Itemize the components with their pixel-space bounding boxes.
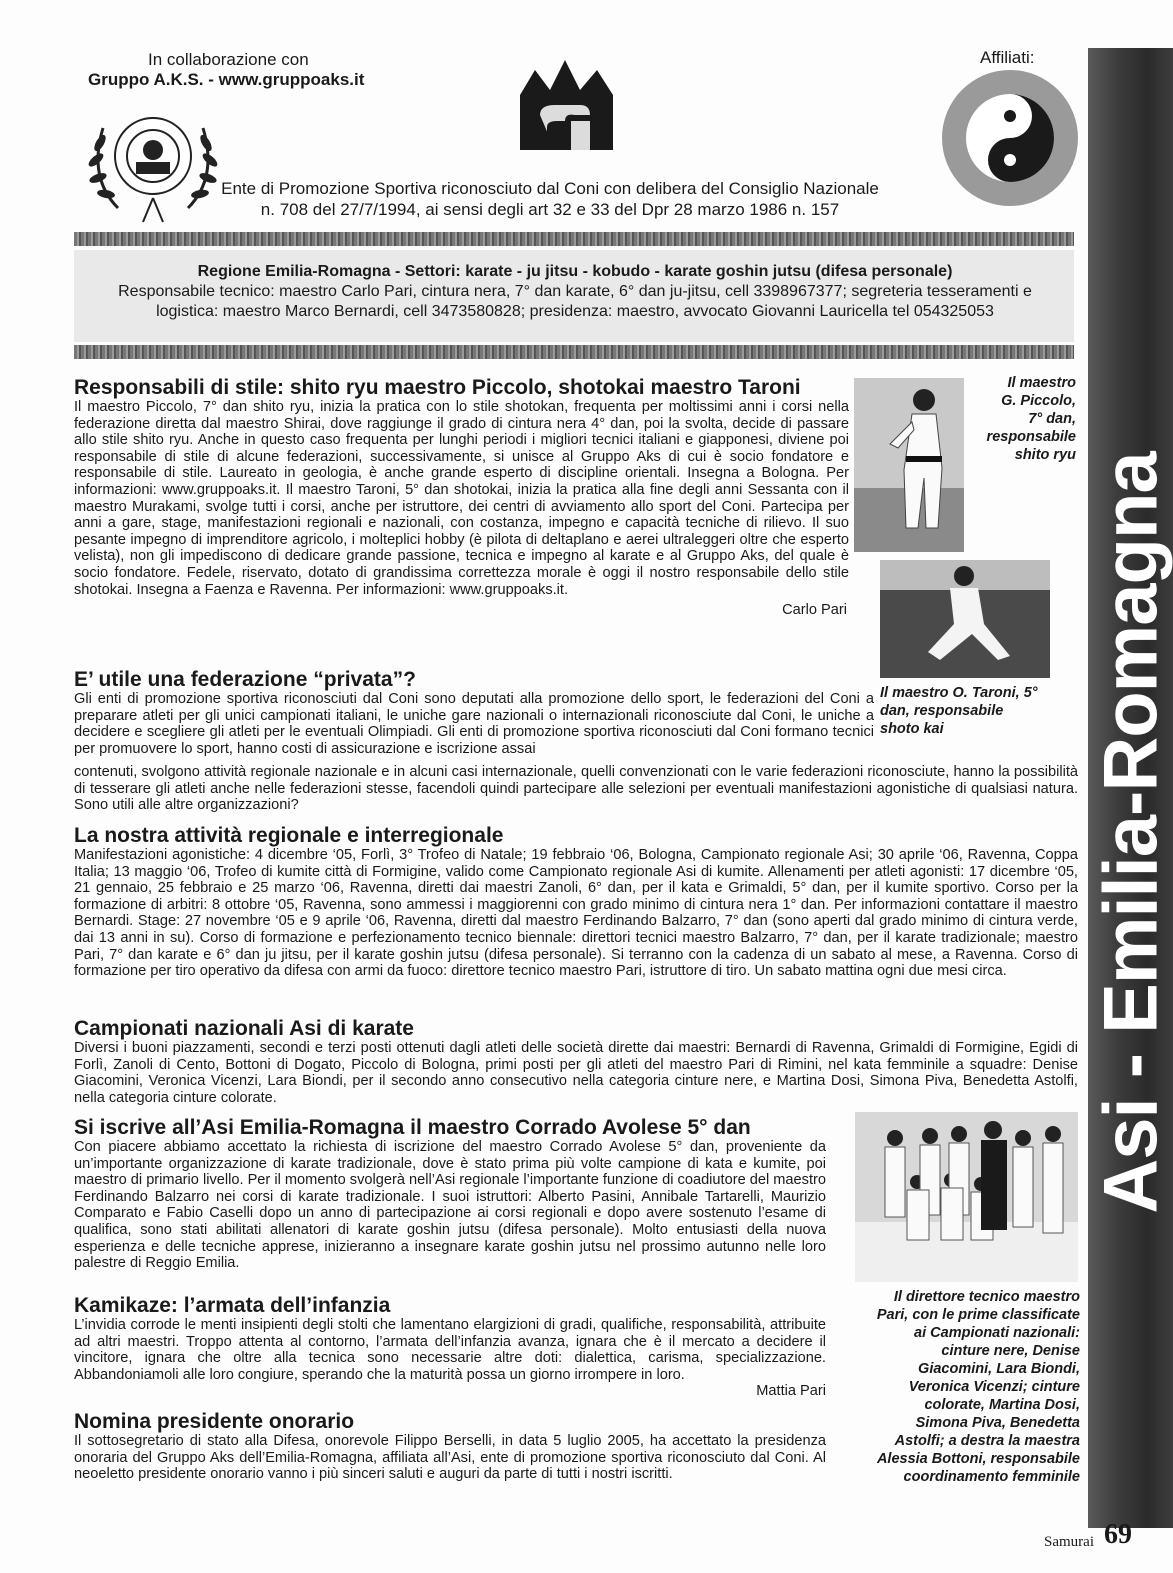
ente-line-2: n. 708 del 27/7/1994, ai sensi degli art 32 e 33 del Dpr 28 marzo 1986 n. 157 — [260, 200, 840, 219]
federation-logo — [940, 68, 1080, 208]
article-body: Il sottosegretario di stato alla Difesa, onorevole Filippo Berselli, in data 5 luglio 2005, ha accettato la presidenza onoraria del Gruppo Aks dell’Emilia-Romagna, affiliata all’Asi, ente di promozione sportiva riconosciuto dal Coni. Al neoeletto presidente onorario vanno i più sinceri saluti e auguri da parte di tutti i nostri iscritti. — [74, 1433, 826, 1483]
caption-line: ai Campionati nazionali: — [914, 1325, 1080, 1341]
asi-logo — [505, 55, 625, 165]
ente-line-1: Ente di Promozione Sportiva riconosciuto dal Coni con delibera del Consiglio Nazionale — [221, 179, 879, 198]
article-body: Con piacere abbiamo accettato la richiesta di iscrizione del maestro Corrado Avolese 5° dan, proveniente da un’importante organizzazione di karate tradizionale, dove è stato prima più volte campione di kata e kumite, poi maestro di primario livello. Per il momento svolgerà nell’Asi regionale l’importante funzione di coadiutore del maestro Ferdinando Balzarro nei corsi di karate tradizionale. I suoi istruttori: Alberto Pasini, Annibale Tartarelli, Maurizio Comparato e Fabio Caselli dopo un anno di partecipazione ai corsi regionali e dopo avere sostenuto l’esame di qualifica, sono stati abilitati allenatori di karate goshin jutsu (difesa personale). Molto entusiasti della nuova esperienza e delle tecniche apprese, inizieranno a insegnare karate goshin jutsu nel prossimo autunno nelle loro palestre di Reggio Emilia. — [74, 1139, 826, 1272]
caption-line: Il direttore tecnico maestro — [893, 1289, 1080, 1305]
caption-line: colorate, Martina Dosi, — [924, 1397, 1080, 1413]
article-heading: E’ utile una federazione “privata”? — [74, 668, 416, 691]
sidebar-title: Asi - Emilia-Romagna — [1088, 452, 1173, 1214]
region-line-2: Responsabile tecnico: maestro Carlo Pari, cintura nera, 7° dan karate, 6° dan ju-jitsu, cell 3398967377; segreteria tesseramenti e — [118, 283, 1032, 300]
article-body: Manifestazioni agonistiche: 4 dicembre ‘05, Forlì, 3° Trofeo di Natale; 19 febbraio ‘06, Bologna, Campionato regionale Asi; 30 aprile ‘06, Ravenna, Coppa Italia; 13 maggio ‘06, Trofeo di kumite città di Formigine, valido come Campionato regionale Asi di kumite. Allenamenti per atleti agonisti: 17 dicembre ‘05, 21 gennaio, 25 febbraio e 25 marzo ‘06, Ravenna, diretti dai maestri Zanoli, 6° dan, per il kata e Grimaldi, 5° dan, per il kumite sportivo. Corso per la formazione di arbitri: 8 ottobre ‘05, Ravenna, sono ammessi i maggiorenni con grado minimo di cintura nera 1° dan. Per informazioni contattare il maestro Bernardi. Stage: 27 novembre ‘05 e 9 aprile ‘06, Ravenna, diretti dal maestro Ferdinando Balzarro, 7° dan (sono aperti dal grado minimo di cintura verde, dai 13 anni in su). Corso di formazione e perfezionamento tecnico biennale: direttori tecnici maestro Balzarro, 7° dan, per il karate tradizionale; maestro Pari, 7° dan karate e 6° dan ju jitsu, per il karate goshin jutsu (difesa personale). Si terranno con la cadenza di un sabato al mese, a Ravenna. Corso di formazione per tiro operativo da difesa con armi da fuoco: direttore tecnico maestro Pari, istruttore di tiro. Un sabato mattina ogni due mesi circa. — [74, 847, 1078, 980]
caption-line: G. Piccolo, — [1001, 393, 1076, 409]
caption-taroni — [880, 684, 1060, 738]
region-info — [90, 262, 1060, 322]
article-private-federation — [74, 668, 874, 757]
photo-piccolo — [854, 378, 964, 552]
article-body: Diversi i buoni piazzamenti, secondi e terzi posti ottenuti dagli atleti delle società dirette dai maestri: Bernardi di Ravenna, Grimaldi di Formigine, Egidi di Forlì, Zanoli di Cento, Bottoni di Dogato, Piccolo di Bologna, primi posti per gli atleti del maestro Pari di Rimini, nel kata femminile a squadre: Denise Giacomini, Veronica Vicenzi, Lara Biondi, per il secondo anno consecutivo nella categoria cinture nere, e Martina Dosi, Simona Piva, Benedetta Astolfi, nella categoria cinture colorate. — [74, 1040, 1078, 1106]
photo-team — [855, 1112, 1078, 1282]
article-body: L’invidia corrode le menti insipienti degli stolti che lamentano elargizioni di gradi, qualifiche, responsabilità, attribuite ad altri maestri. Troppo attenta al contorno, l’armata dell’infanzia avanza, ignara che è il mercato a decidere il vincitore, ignara che oltre alla tecnica sono necessarie altre doti: dialettica, carisma, specializzazione. Abbandoniamoli alle loro congiure, sperando che la maturità possa un giorno irrompere in loro. — [74, 1317, 826, 1383]
bottom-divider-bar — [74, 345, 1074, 359]
region-title: Regione Emilia-Romagna - Settori: karate - ju jitsu - kobudo - karate goshin jutsu (difesa personale) — [197, 263, 953, 280]
caption-team — [852, 1288, 1080, 1486]
article-body: Il maestro Piccolo, 7° dan shito ryu, inizia la pratica con lo stile shotokan, frequenta per moltissimi anni i corsi nella federazione diretta dal maestro Shirai, dove raggiunge il grado di cintura nera 4° dan, poi la svolta, decide di passare allo stile shito ryu. Anche in questo caso frequenta per lunghi periodi i migliori tecnici italiani e giapponesi, diviene poi responsabile di stile di alcune federazioni, successivamente, si unisce al Gruppo Aks di cui è socio fondatore e responsabile di stile. Laureato in geologia, è anche grande esperto di discipline orientali. Insegna a Bologna. Per informazioni: www.gruppoaks.it. Il maestro Taroni, 5° dan shotokai, inizia la pratica alla fine degli anni Sessanta con il maestro Murakami, svolge tutti i corsi, anche per istruttore, dei centri di avviamento allo sport del Coni. Partecipa per anni a gare, stage, manifestazioni regionali e nazionali, con costanza, impegno e capacità tecniche di rilievo. Il suo pesante impegno di imprenditore agricolo, i molteplici hobby (è pilota di deltaplano e aerei ultraleggeri oltre che esperto velista), non gli impediscono di dedicare grande passione, tecnica e impegno al karate e al Gruppo Aks, del quale è socio fondatore. Fedele, riservato, dotato di grandissima correttezza morale è oggi il nostro responsabile dello stile shotokai. Insegna a Faenza e Ravenna. Per informazioni: www.gruppoaks.it. — [74, 399, 849, 598]
collaboration-note — [88, 50, 365, 90]
article-regional-activity — [74, 824, 1078, 980]
article-signature: Mattia Pari — [756, 1383, 826, 1400]
article-kamikaze — [74, 1294, 826, 1400]
caption-line: cinture nere, Denise — [941, 1343, 1080, 1359]
caption-line: Giacomini, Lara Biondi, — [918, 1361, 1080, 1377]
collab-line-1: In collaborazione con — [148, 50, 309, 69]
caption-line: Veronica Vicenzi; cinture — [908, 1379, 1080, 1395]
collab-line-2: Gruppo A.K.S. - www.gruppoaks.it — [88, 70, 365, 89]
caption-line: Pari, con le prime classificate — [876, 1307, 1080, 1323]
article-heading: La nostra attività regionale e interregionale — [74, 824, 504, 847]
top-divider-bar — [74, 232, 1074, 246]
article-signature: Carlo Pari — [782, 602, 847, 619]
magazine-name: Samurai — [1044, 1534, 1094, 1550]
caption-line: Simona Piva, Benedetta — [915, 1415, 1080, 1431]
article-heading: Si iscrive all’Asi Emilia-Romagna il maestro Corrado Avolese 5° dan — [74, 1116, 751, 1139]
article-heading: Campionati nazionali Asi di karate — [74, 1017, 414, 1040]
caption-line: 7° dan, — [1028, 411, 1076, 427]
caption-piccolo — [968, 374, 1076, 464]
caption-line: Alessia Bottoni, responsabile — [876, 1451, 1080, 1467]
affiliati-label: Affiliati: — [980, 48, 1035, 67]
caption-line: Il maestro — [1007, 375, 1076, 391]
caption-line: responsabile — [986, 429, 1076, 445]
caption-line: Il maestro O. Taroni, 5° — [880, 685, 1038, 701]
caption-line: dan, responsabile — [880, 703, 1004, 719]
sidebar-band — [1088, 48, 1173, 1528]
article-avolese — [74, 1116, 826, 1272]
article-body: Gli enti di promozione sportiva riconosciuti dal Coni sono deputati alla promozione dello sport, le federazioni del Coni a preparare atleti per gli unici campionati italiani, le uniche gare nazionali o internazionali riconosciute dal Coni, le uniche a decidere e scegliere gli atleti per le eventuali Olimpiadi. Gli enti di promozione sportiva riconosciuti dal Coni formano tecnici per promuovere lo sport, hanno costi di assicurazione e iscrizione assai — [74, 691, 874, 757]
article-body-continued: contenuti, svolgono attività regionale nazionale e in alcuni casi internazionale, quelli convenzionati con le varie federazioni riconosciute, hanno la possibilità di tesserare gli atleti anche nelle federazioni stesse, facendoli quindi partecipare alle selezioni per eventuali manifestazioni agonistiche di qualsiasi natura. Sono utili alle altre organizzazioni? — [74, 764, 1078, 814]
caption-line: Astolfi; a destra la maestra — [894, 1433, 1080, 1449]
article-style-leaders — [74, 376, 849, 618]
ente-description — [200, 178, 900, 220]
caption-line: shito ryu — [1014, 447, 1076, 463]
caption-line: shoto kai — [880, 721, 944, 737]
article-national-championships — [74, 1017, 1078, 1106]
photo-taroni — [880, 560, 1050, 678]
page-number: 69 — [1104, 1519, 1132, 1550]
caption-line: coordinamento femminile — [903, 1469, 1080, 1485]
article-honorary-president — [74, 1410, 826, 1483]
article-heading: Nomina presidente onorario — [74, 1410, 355, 1433]
region-line-3: logistica: maestro Marco Bernardi, cell 3473580828; presidenza: maestro, avvocato Giovanni Lauricella tel 054325053 — [156, 303, 994, 320]
article-heading: Responsabili di stile: shito ryu maestro Piccolo, shotokai maestro Taroni — [74, 376, 801, 399]
article-heading: Kamikaze: l’armata dell’infanzia — [74, 1294, 391, 1317]
